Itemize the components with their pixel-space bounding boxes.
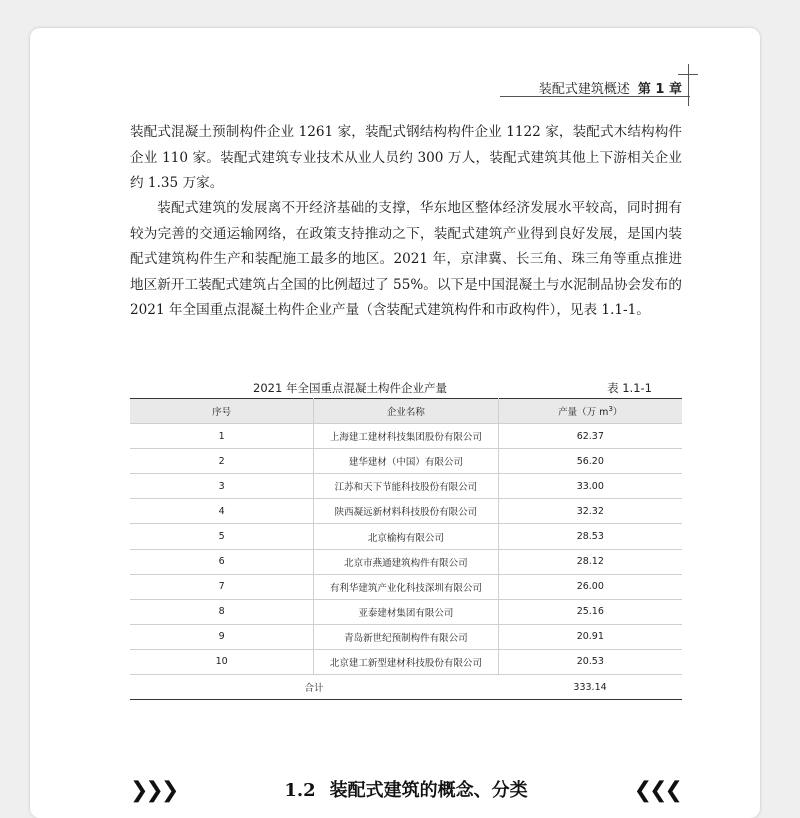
table-header-row [130,399,682,424]
row-company: 江苏和天下节能科技股份有限公司 [314,474,498,499]
table-row [130,449,682,474]
table-number: 表 1.1-1 [607,381,652,395]
table-row [130,524,682,549]
row-company: 有利华建筑产业化科技深圳有限公司 [314,574,498,599]
paragraph-1: 装配式混凝土预制构件企业 1261 家，装配式钢结构构件企业 1122 家，装配式木结构构件企业 110 家。装配式建筑专业技术从业人员约 300 万人，装配式建筑其他上下游相关企业约 1.35 万家。 [130,124,682,191]
table-row [130,474,682,499]
row-output: 28.12 [498,549,682,574]
book-page [30,28,760,818]
row-index: 7 [130,574,314,599]
row-output: 32.32 [498,499,682,524]
row-index: 2 [130,449,314,474]
paragraph-2: 装配式建筑的发展离不开经济基础的支撑，华东地区整体经济发展水平较高，同时拥有较为完善的交通运输网络，在政策支持推动之下，装配式建筑产业得到良好发展，是国内装配式建筑构件生产和装配施工最多的地区。2021 年，京津冀、长三角、珠三角等重点推进地区新开工装配式建筑占全国的比例超过了 55%。以下是中国混凝土与水泥制品协会发布的 2021 年全国重点混凝土构件企业产量（含装配式建筑构件和市政构件），见表 1.1-1。 [130,200,682,318]
table-row [130,499,682,524]
chevron-left-icon: ❮❮❮ [633,778,680,803]
table-row [130,649,682,674]
section-heading [130,776,682,806]
row-index: 8 [130,599,314,624]
chevron-right-icon: ❯❯❯ [130,778,177,803]
crop-mark-horizontal [678,74,698,75]
header-output-superscript: 3 [608,404,613,413]
row-company: 上海建工建材科技集团股份有限公司 [314,424,498,449]
row-company: 亚泰建材集团有限公司 [314,599,498,624]
section-title-block [130,776,682,802]
table-row [130,424,682,449]
running-header-section: 装配式建筑概述 [538,82,630,97]
row-index: 10 [130,649,314,674]
header-index: 序号 [130,399,314,424]
table-row [130,549,682,574]
table-row [130,574,682,599]
row-company: 北京榆构有限公司 [314,524,498,549]
row-output: 28.53 [498,524,682,549]
row-index: 3 [130,474,314,499]
crop-mark-vertical [688,64,689,106]
header-rule [500,96,690,97]
row-index: 4 [130,499,314,524]
row-index: 1 [130,424,314,449]
row-output: 20.53 [498,649,682,674]
row-output: 25.16 [498,599,682,624]
table-title: 2021 年全国重点混凝土构件企业产量 [253,381,447,395]
row-company: 陕西凝远新材料科技股份有限公司 [314,499,498,524]
row-output: 33.00 [498,474,682,499]
section-number: 1.2 [284,780,316,801]
table-row [130,599,682,624]
header-company: 企业名称 [314,399,498,424]
row-company: 青岛新世纪预制构件有限公司 [314,624,498,649]
row-output: 62.37 [498,424,682,449]
table-total-row [130,675,682,700]
row-index: 5 [130,524,314,549]
row-index: 6 [130,549,314,574]
row-index: 9 [130,624,314,649]
total-label: 合计 [130,675,498,700]
running-header-chapter: 第 1 章 [637,82,682,97]
row-output: 20.91 [498,624,682,649]
table-row [130,624,682,649]
header-output [498,399,682,424]
running-header [539,78,682,97]
header-output-close: ） [612,407,623,419]
header-output-label: 产量（万 m [558,407,609,419]
row-company: 建华建材（中国）有限公司 [314,449,498,474]
table-caption [130,380,682,398]
row-output: 26.00 [498,574,682,599]
row-output: 56.20 [498,449,682,474]
section-title: 装配式建筑的概念、分类 [329,780,528,801]
row-company: 北京建工新型建材科技股份有限公司 [314,649,498,674]
total-output: 333.14 [498,675,682,700]
output-table [130,398,682,700]
row-company: 北京市燕通建筑构件有限公司 [314,549,498,574]
